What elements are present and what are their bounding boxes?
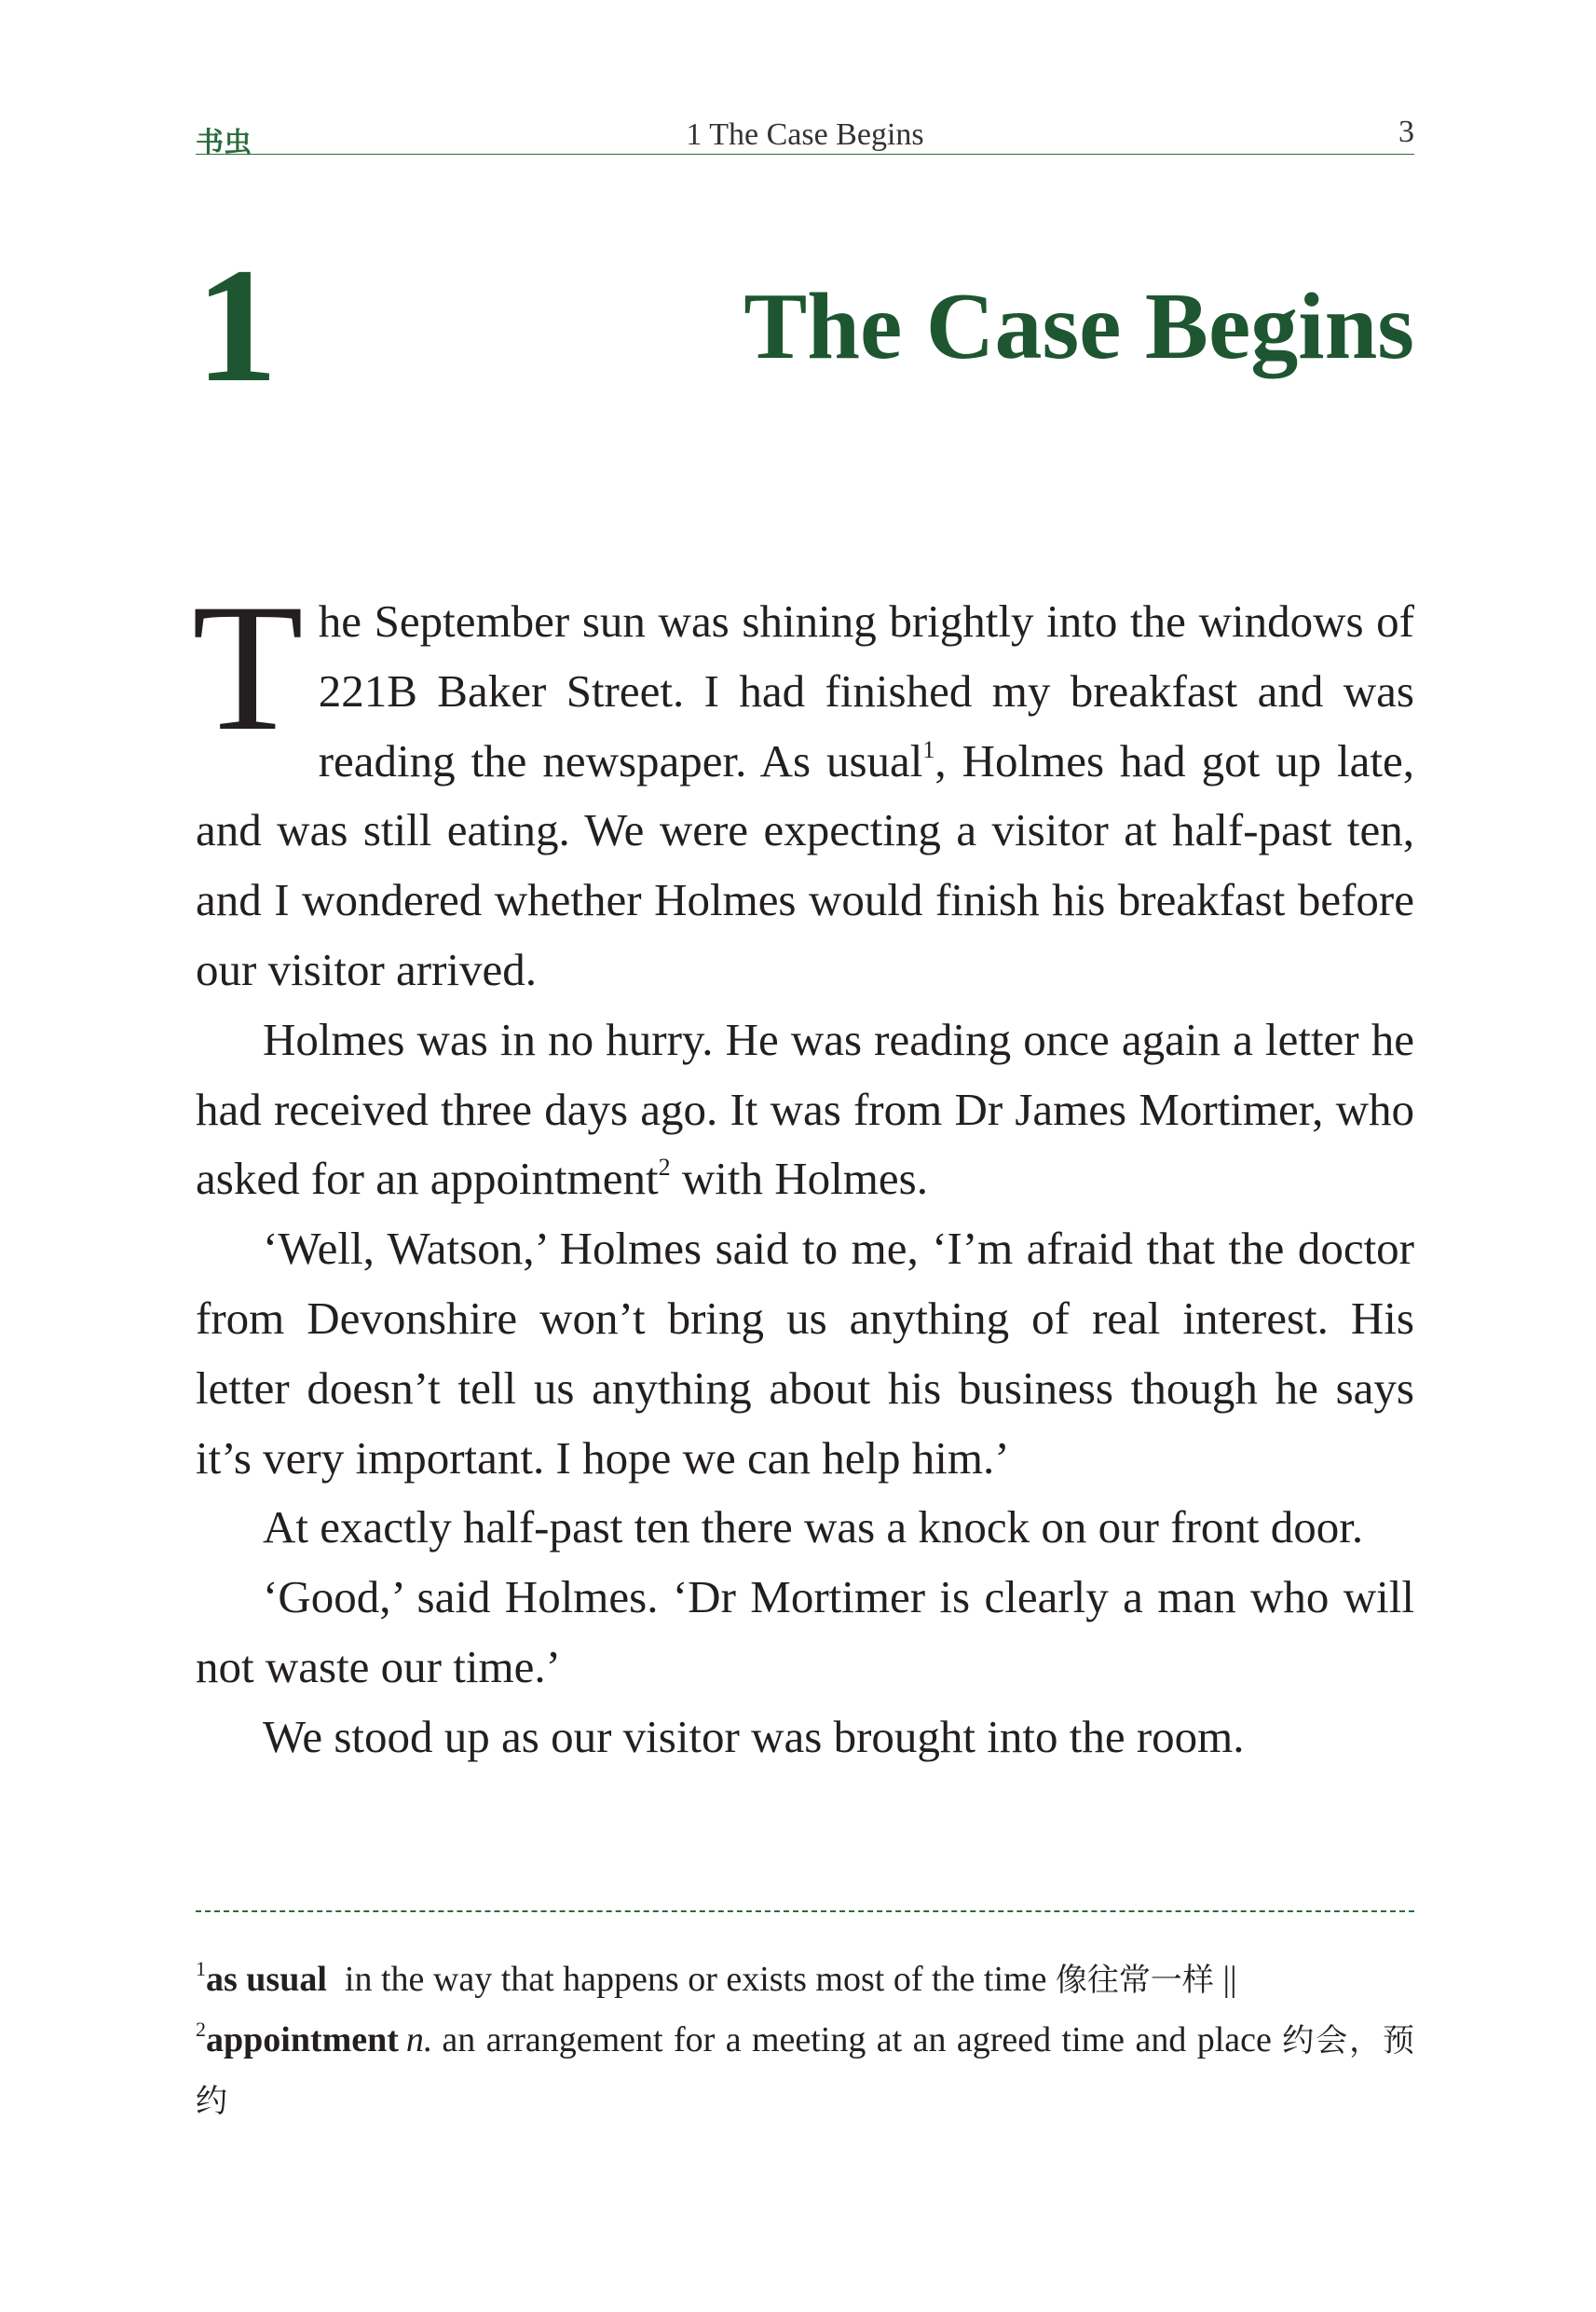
paragraph-1-text-b: , Holmes had got up late, and was still eating. We were expecting a visitor at half-past ten, and I wondered whether Holmes would finish his breakfast before our visitor arrived.: [196, 734, 1414, 995]
footnote-1-number: 1: [196, 1957, 206, 1980]
footnote-2-pos: n.: [405, 2020, 433, 2059]
chapter-number: 1: [196, 235, 278, 417]
footnote-2-term: appointment: [206, 2020, 399, 2059]
series-logo: 书虫: [196, 127, 252, 159]
running-title: 1 The Case Begins: [686, 117, 924, 152]
paragraph-2: [196, 1006, 1414, 1214]
drop-cap: T: [192, 567, 304, 769]
footnotes: [196, 1949, 1414, 2131]
footnote-ref-1[interactable]: 1: [922, 735, 935, 763]
paragraph-6: We stood up as our visitor was brought into the room.: [263, 1710, 1245, 1762]
footnote-ref-2[interactable]: 2: [658, 1154, 671, 1182]
footnote-1-separator: ||: [1222, 1960, 1237, 1999]
footnote-1-definition: in the way that happens or exists most of the time: [344, 1960, 1047, 1999]
footnote-2-definition: an arrangement for a meeting at an agreed time and place: [442, 2020, 1272, 2059]
footnote-divider: [196, 1910, 1414, 1912]
paragraph-2-text-a: Holmes was in no hurry. He was reading once again a letter he had received three days ago. It was from Dr James Mortimer, who asked for an appointment: [196, 1013, 1414, 1205]
chapter-body: [192, 567, 1414, 1772]
paragraph-2-text-b: with Holmes.: [670, 1153, 928, 1205]
paragraph-4: At exactly half-past ten there was a knock on our front door.: [263, 1501, 1364, 1553]
running-header: [196, 110, 1414, 158]
footnote-1-chinese: 像往常一样: [1055, 1962, 1214, 1999]
paragraph-5: ‘Good,’ said Holmes. ‘Dr Mortimer is clearly a man who will not waste our time.’: [196, 1571, 1414, 1692]
footnote-2: [196, 2010, 1414, 2131]
footnote-2-number: 2: [196, 2018, 206, 2041]
footnote-1-term: as usual: [206, 1960, 327, 1999]
header-rule: [196, 154, 1414, 155]
paragraph-1: [192, 567, 1414, 1006]
paragraph-1-text-a: he September sun was shining brightly into the windows of 221B Baker Street. I had finished my breakfast and was reading the newspaper. As usual: [318, 595, 1414, 787]
paragraph-3: ‘Well, Watson,’ Holmes said to me, ‘I’m afraid that the doctor from Devonshire won’t bring us anything of real interest. His letter doesn’t tell us anything about his business though he says it’s very important. I hope we can help him.’: [196, 1223, 1414, 1484]
footnote-1: [196, 1949, 1414, 2010]
footnote-2-chinese: 约会，预约: [196, 2022, 1415, 2120]
chapter-title: The Case Begins: [743, 274, 1414, 379]
page-number: 3: [1398, 115, 1414, 149]
